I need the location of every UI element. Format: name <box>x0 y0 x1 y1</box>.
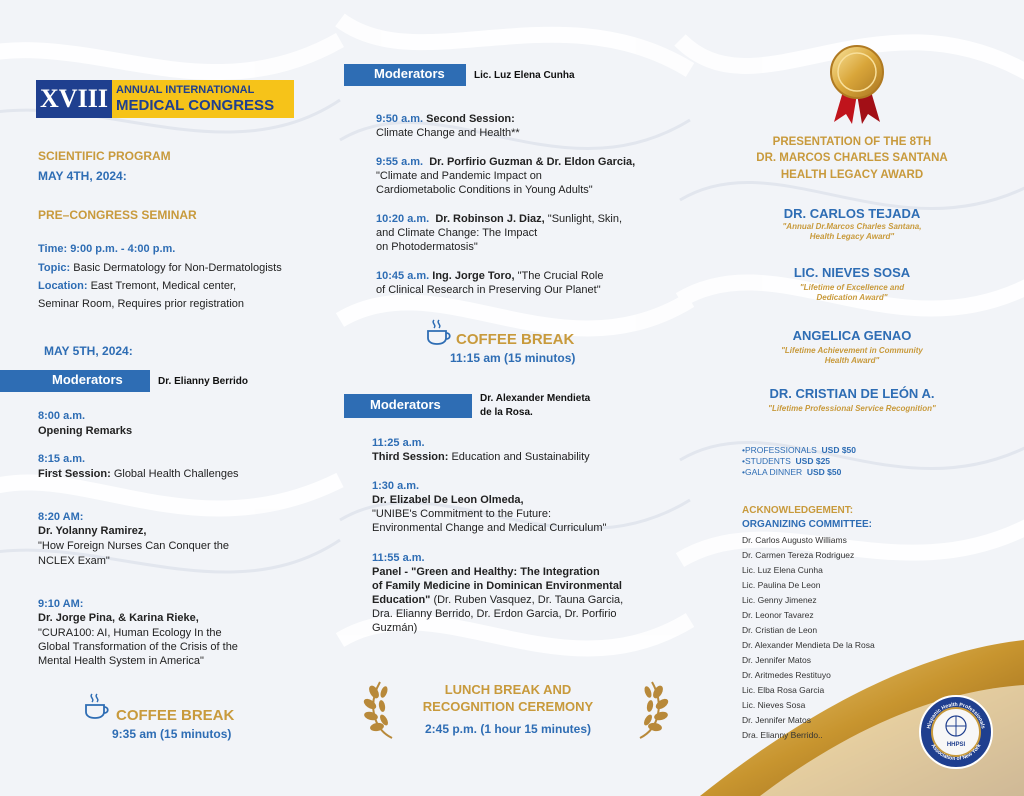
speaker-olmeda: Dr. Elizabel De Leon Olmeda, <box>372 494 524 506</box>
panel-left <box>0 0 336 796</box>
speaker-pina: Dr. Jorge Pina, & Karina Rieke, <box>38 612 199 624</box>
time-130: 1:30 a.m. <box>372 480 420 492</box>
association-seal-logo <box>918 694 994 770</box>
opening-remarks: Opening Remarks <box>38 425 133 437</box>
third-session: Third Session: Education and Sustainability <box>372 451 590 463</box>
list-item: Dr. Jennifer Matos <box>742 715 811 725</box>
pre-congress-seminar: PRE–CONGRESS SEMINAR <box>38 208 197 222</box>
award-4-desc-1: "Lifetime Professional Service Recognition" <box>768 404 936 413</box>
moderator-name-3a: Dr. Alexander Mendieta <box>480 393 591 404</box>
lunch-line-1: LUNCH BREAK AND <box>444 682 572 697</box>
talk-pina-1: "CURA100: AI, Human Ecology In the <box>38 627 222 639</box>
panel-line-1: Panel - "Green and Healthy: The Integration <box>372 566 600 578</box>
list-item: Dr. Jennifer Matos <box>742 655 811 665</box>
seminar-location-2: Seminar Room, Requires prior registration <box>38 298 245 310</box>
panel-line-5: Guzmán) <box>372 622 418 634</box>
moderator-name-2: Lic. Luz Elena Cunha <box>474 70 575 81</box>
talk-yolanny-2: NCLEX Exam" <box>38 555 110 567</box>
moderator-name-3b: de la Rosa. <box>480 407 533 418</box>
panel-line-4: Dra. Elianny Berrido, Dr. Erdon Garcia, Dr. Porfirio <box>372 608 617 620</box>
talk-toro-head: 10:45 a.m. Ing. Jorge Toro, "The Crucial Role <box>376 270 604 282</box>
presentation-line-1: PRESENTATION OF THE 8TH <box>772 136 932 148</box>
talk-yolanny-1: "How Foreign Nurses Can Conquer the <box>38 540 229 552</box>
talk-pina-3: Mental Health System in America" <box>38 655 204 667</box>
award-2-desc-2: Dedication Award" <box>816 293 888 302</box>
coffee-cup-icon <box>82 692 112 722</box>
logo-roman: XVIII <box>36 80 112 118</box>
list-item: Lic. Luz Elena Cunha <box>742 565 823 575</box>
time-1125: 11:25 a.m. <box>372 437 425 449</box>
lunch-time: 2:45 p.m. (1 hour 15 minutes) <box>424 722 592 736</box>
talk-diaz-3: on Photodermatosis" <box>376 241 478 253</box>
list-item: Dr. Carmen Tereza Rodriguez <box>742 550 855 560</box>
second-session-title: Climate Change and Health** <box>376 127 520 139</box>
talk-toro-2: of Clinical Research in Preserving Our Planet" <box>376 284 601 296</box>
coffee-break-1: COFFEE BREAK <box>116 707 235 724</box>
time-815: 8:15 a.m. <box>38 453 86 465</box>
list-item: Dr. Aritmedes Restituyo <box>742 670 831 680</box>
award-4-name: DR. CRISTIAN DE LEÓN A. <box>769 386 935 401</box>
list-item: Lic. Genny Jimenez <box>742 595 817 605</box>
talk-olmeda-2: Environmental Change and Medical Curriculum" <box>372 522 607 534</box>
date-may5: MAY 5TH, 2024: <box>44 344 133 358</box>
talk-diaz-head: 10:20 a.m. Dr. Robinson J. Diaz, "Sunlight, Skin, <box>376 213 623 225</box>
panel-line-3: Education" (Dr. Ruben Vasquez, Dr. Tauna Garcia, <box>372 594 624 606</box>
coffee-break-2: COFFEE BREAK <box>456 331 575 348</box>
second-session-time: 9:50 a.m. Second Session: <box>376 113 515 125</box>
moderators-bar-2: Moderators <box>344 64 466 86</box>
coffee-break-1-time: 9:35 am (15 minutos) <box>112 727 232 741</box>
committee-title: ORGANIZING COMMITTEE: <box>742 519 872 530</box>
seminar-location: Location: East Tremont, Medical center, <box>38 280 237 292</box>
presentation-line-2: DR. MARCOS CHARLES SANTANA <box>756 152 948 164</box>
coffee-cup-icon <box>424 318 454 348</box>
svg-text:Hispanic Health Professionals: Hispanic Health Professionals <box>926 701 986 730</box>
award-3-desc-2: Health Award" <box>824 356 880 365</box>
seminar-topic: Topic: Basic Dermatology for Non-Dermatologists <box>38 262 282 274</box>
logo-line1: ANNUAL INTERNATIONAL <box>116 84 255 96</box>
scientific-program: SCIENTIFIC PROGRAM <box>38 149 171 163</box>
award-1-desc-2: Health Legacy Award" <box>809 232 895 241</box>
date-may4: MAY 4TH, 2024: <box>38 169 127 183</box>
list-item: Dr. Cristian de Leon <box>742 625 818 635</box>
list-item: Dr. Alexander Mendieta De la Rosa <box>742 640 875 650</box>
panel-line-2: of Family Medicine in Dominican Environmental <box>372 580 622 592</box>
award-1-desc-1: "Annual Dr.Marcos Charles Santana, <box>782 222 922 231</box>
price-students: •STUDENTS USD $25 <box>742 456 831 466</box>
moderator-name-1: Dr. Elianny Berrido <box>158 376 249 387</box>
acknowledgement-title: ACKNOWLEDGEMENT: <box>742 505 854 516</box>
talk-olmeda-1: "UNIBE's Commitment to the Future: <box>372 508 552 520</box>
time-1155: 11:55 a.m. <box>372 552 425 564</box>
list-item: Dr. Leonor Tavarez <box>742 610 814 620</box>
lunch-line-2: RECOGNITION CEREMONY <box>422 699 594 714</box>
panel-middle <box>336 0 680 796</box>
price-list <box>742 445 856 478</box>
talk-guzman-1: "Climate and Pandemic Impact on <box>376 170 542 182</box>
award-3-name: ANGELICA GENAO <box>792 328 912 343</box>
price-professionals: •PROFESSIONALS USD $50 <box>742 445 857 455</box>
list-item: Lic. Paulina De Leon <box>742 580 821 590</box>
first-session: First Session: Global Health Challenges <box>38 468 239 480</box>
talk-diaz-2: and Climate Change: The Impact <box>376 227 538 239</box>
list-item: Dr. Carlos Augusto Williams <box>742 535 847 545</box>
time-800: 8:00 a.m. <box>38 410 86 422</box>
list-item: Lic. Nieves Sosa <box>742 700 806 710</box>
logo-line2: MEDICAL CONGRESS <box>116 97 275 114</box>
panel-right <box>680 0 1024 796</box>
talk-guzman-head: 9:55 a.m. Dr. Porfirio Guzman & Dr. Eldon Garcia, <box>376 156 636 168</box>
time-820: 8:20 AM: <box>38 511 84 523</box>
svg-text:Association of New York: Association of New York <box>929 743 983 763</box>
price-gala-dinner: •GALA DINNER USD $50 <box>742 467 842 477</box>
presentation-line-3: HEALTH LEGACY AWARD <box>780 169 924 181</box>
time-910: 9:10 AM: <box>38 598 84 610</box>
award-2-desc-1: "Lifetime of Excellence and <box>799 283 905 292</box>
svg-text:HHPSI: HHPSI <box>946 742 966 748</box>
talk-guzman-2: Cardiometabolic Conditions in Young Adults" <box>376 184 593 196</box>
committee-list <box>742 533 875 743</box>
list-item: Dra. Elianny Berrido.. <box>742 730 823 740</box>
medal-icon <box>826 44 888 126</box>
award-1-name: DR. CARLOS TEJADA <box>783 206 921 221</box>
moderators-bar-1: Moderators <box>0 370 150 392</box>
coffee-break-2-time: 11:15 am (15 minutos) <box>450 351 576 365</box>
award-3-desc-1: "Lifetime Achievement in Community <box>781 346 923 355</box>
congress-logo <box>36 80 294 118</box>
seminar-time: Time: 9:00 p.m. - 4:00 p.m. <box>38 243 176 255</box>
award-2-name: LIC. NIEVES SOSA <box>793 265 911 280</box>
moderators-bar-3: Moderators <box>344 394 472 418</box>
speaker-yolanny: Dr. Yolanny Ramirez, <box>38 525 147 537</box>
list-item: Lic. Elba Rosa Garcia <box>742 685 825 695</box>
talk-pina-2: Global Transformation of the Crisis of the <box>38 641 238 653</box>
